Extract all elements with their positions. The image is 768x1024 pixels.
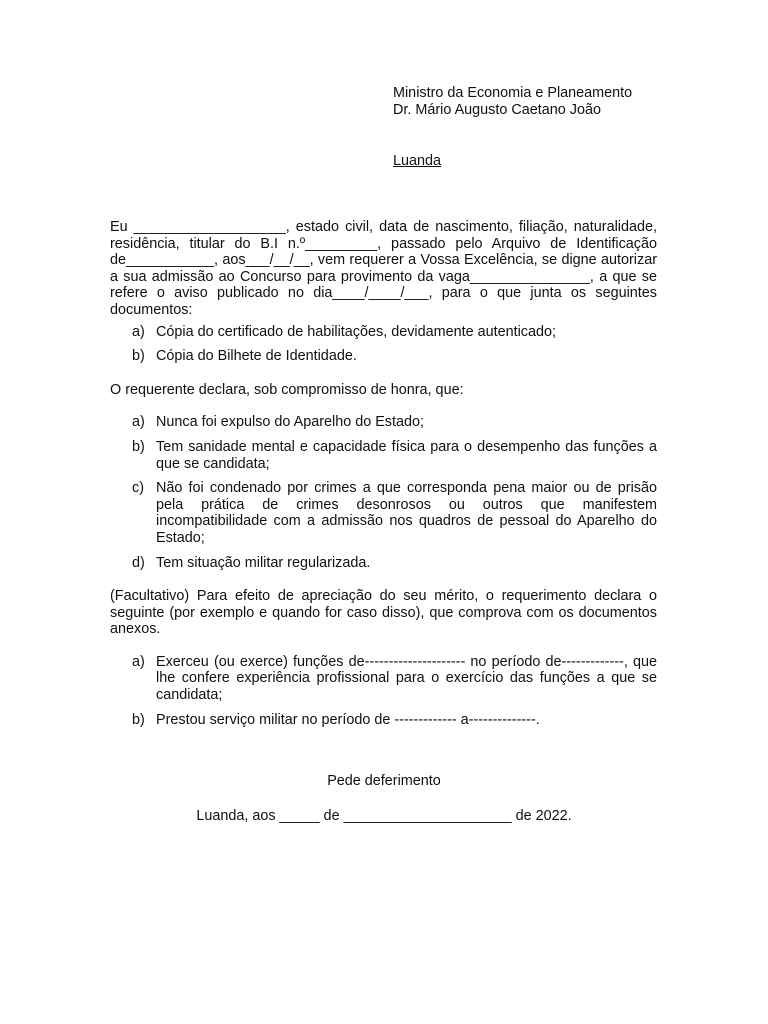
list-item-text: Exerceu (ou exerce) funções de--------------------- no período de-------------, que lhe confere experiência profissional para o exercício das funções a que se candidata; [156, 653, 657, 704]
list-item [110, 439, 657, 472]
list-item-text: Tem situação militar regularizada. [156, 554, 371, 571]
optional-paragraph: (Facultativo) Para efeito de apreciação do seu mérito, o requerimento declara o seguinte (por exemplo e quando for caso disso), que comprova com os documentos anexos. [110, 588, 657, 638]
list-item [110, 712, 657, 729]
list-item [110, 348, 657, 365]
addressee-block [393, 85, 733, 118]
date-line: Luanda, aos _____ de _____________________ de 2022. [196, 808, 572, 824]
city-heading: Luanda [393, 153, 442, 169]
declaration-intro: O requerente declara, sob compromisso de honra, que: [110, 381, 464, 398]
list-marker: d) [132, 554, 145, 571]
list-item [110, 654, 657, 704]
list-item-text: Cópia do certificado de habilitações, devidamente autenticado; [156, 323, 557, 340]
list-item [110, 324, 657, 341]
intro-paragraph: Eu ___________________, estado civil, data de nascimento, filiação, naturalidade, residência, titular do B.I n.º_________, passado pelo Arquivo de Identificação de___________, aos___/__/__, vem requerer a Vossa Excelência, se digne autorizar a sua admissão ao Concurso para provimento da vaga_______________, a que se refere o aviso publicado no dia____/____/___, para o que junta os seguintes documentos: [110, 219, 657, 318]
list-marker: c) [132, 480, 144, 497]
list-marker: b) [132, 711, 145, 728]
list-item-text: Nunca foi expulso do Aparelho do Estado; [156, 414, 425, 431]
list-marker: a) [132, 653, 145, 670]
list-item [110, 480, 657, 546]
list-item [110, 555, 657, 572]
optional-list [110, 654, 657, 728]
list-item [110, 414, 657, 431]
closing-request: Pede deferimento [327, 773, 441, 789]
list-marker: b) [132, 438, 145, 455]
list-marker: a) [132, 414, 145, 431]
addressee-title: Ministro da Economia e Planeamento [393, 85, 633, 101]
letter-body [110, 219, 657, 728]
documents-list [110, 324, 657, 365]
list-item-text: Tem sanidade mental e capacidade física para o desempenho das funções a que se candidata; [156, 438, 657, 472]
list-marker: b) [132, 348, 145, 365]
list-item-text: Prestou serviço militar no período de ------------- a--------------. [156, 711, 540, 728]
declarations-list [110, 414, 657, 571]
list-item-text: Não foi condenado por crimes a que corresponda pena maior ou de prisão pela prática de crimes desonrosos ou outros que manifestem incompatibilidade com a admissão nos quadros de pessoal do Aparelho do Estado; [156, 480, 657, 546]
list-item-text: Cópia do Bilhete de Identidade. [156, 348, 357, 365]
list-marker: a) [132, 323, 145, 340]
addressee-name: Dr. Mário Augusto Caetano João [393, 101, 601, 118]
